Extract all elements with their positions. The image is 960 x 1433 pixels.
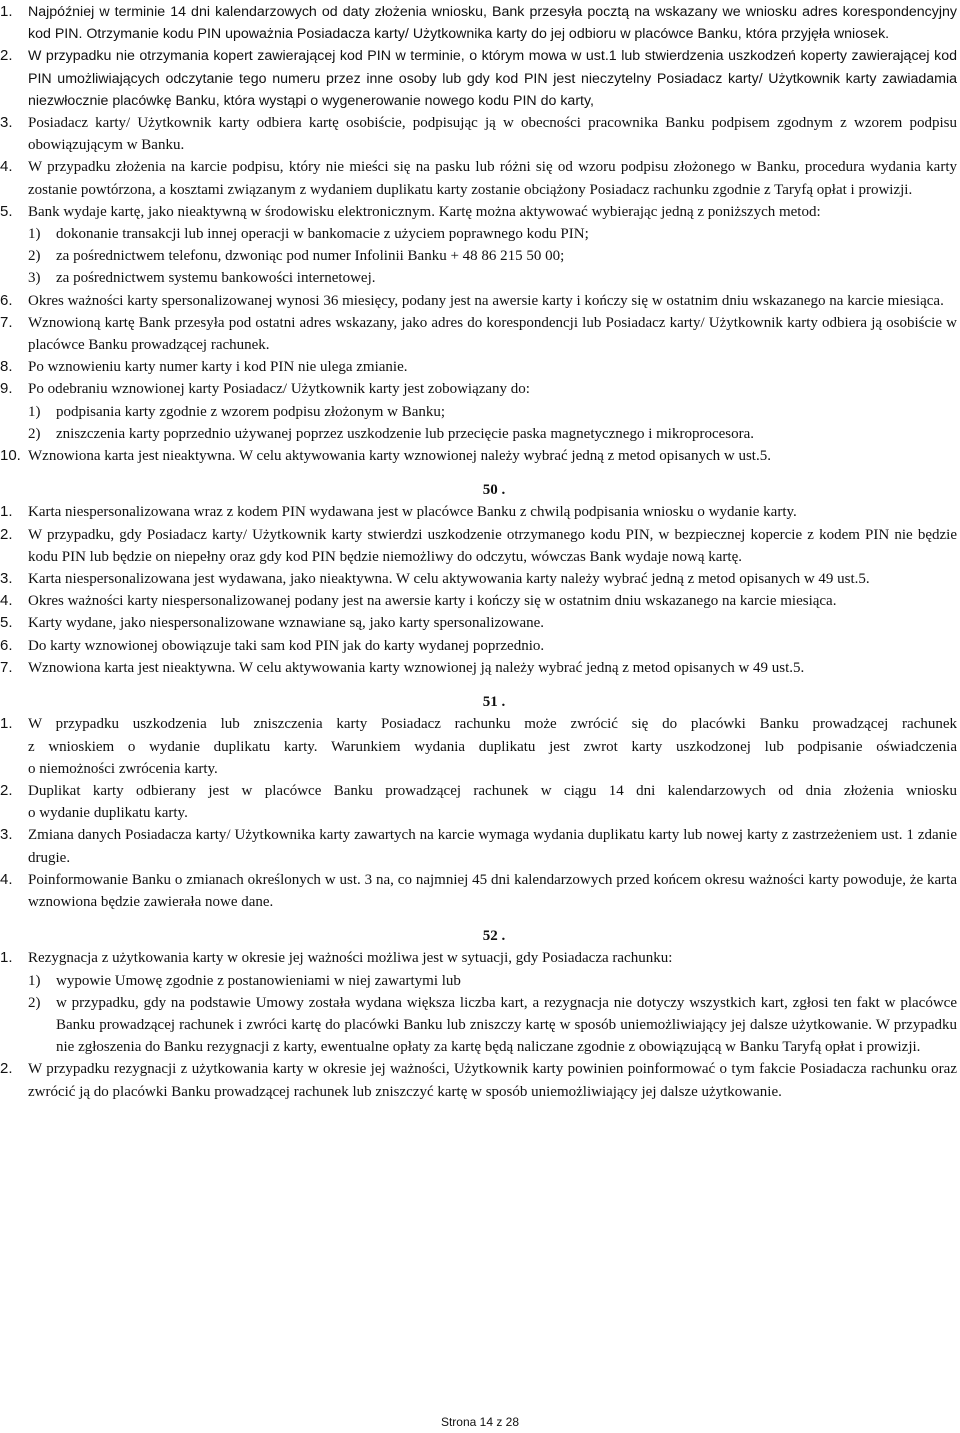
item-text: Karty wydane, jako niespersonalizowane wznawiane są, jako karty spersonalizowane. (28, 615, 545, 632)
sub-item-text: dokonanie transakcji lub innej operacji w bankomacie z użyciem poprawnego kodu PIN; (56, 226, 589, 243)
item-number: 3. (0, 826, 13, 844)
section (0, 479, 960, 679)
sub-item (28, 992, 957, 1059)
list-item (0, 590, 960, 612)
sub-item (28, 245, 957, 267)
sub-item-number: 1) (28, 403, 41, 420)
list-item (0, 612, 960, 634)
list-item (0, 312, 960, 356)
list-item (0, 568, 960, 590)
sub-item-text: za pośrednictwem telefonu, dzwoniąc pod numer Infolinii Banku + 48 86 215 50 00; (56, 248, 565, 265)
list-item (0, 501, 960, 523)
list-item (0, 45, 960, 112)
item-text: Po wznowieniu karty numer karty i kod PIN nie ulega zmianie. (28, 359, 408, 376)
item-number: 1. (0, 715, 13, 733)
list-item (0, 356, 960, 378)
list-item (0, 112, 960, 156)
section (0, 925, 960, 1103)
sub-item-text: za pośrednictwem systemu bankowości internetowej. (56, 270, 376, 287)
sub-item-number: 2) (28, 425, 41, 442)
item-number: 2. (0, 525, 13, 543)
list-item (0, 156, 960, 200)
item-number: 4. (0, 158, 13, 176)
item-number: 10. (0, 447, 21, 465)
item-number: 5. (0, 202, 13, 220)
list-item (0, 947, 960, 1058)
list-item (0, 635, 960, 657)
sub-item (28, 423, 957, 445)
item-text: W przypadku nie otrzymania kopert zawierającej kod PIN w terminie, o którym mowa w ust.1 lub stwierdzenia uszkodzeń koperty zawierającej kod PIN umożliwiających odczytanie tego numeru przez inne osoby lub gdy kod PIN jest nieczytelny Posiadacz karty/ Użytkownik karty zawiadamia niezwłocznie placówkę Banku, która wystąpi o wygenerowanie nowego kodu PIN do karty, (28, 48, 957, 109)
sub-item-number: 3) (28, 270, 41, 287)
sub-item-number: 2) (28, 248, 41, 265)
item-text: Wznowiona karta jest nieaktywna. W celu aktywowania karty wznowionej należy wybrać jedną z metod opisanych w ust.5. (28, 448, 771, 465)
sub-item-text: wypowie Umowę zgodnie z postanowieniami w niej zawartymi lub (56, 972, 461, 989)
item-number: 2. (0, 1060, 13, 1078)
list-item (0, 445, 960, 467)
item-number: 1. (0, 949, 13, 967)
item-text: W przypadku złożenia na karcie podpisu, który nie mieści się na pasku lub różni się od wzoru podpisu złożonego w Banku, procedura wydania karty zostanie powtórzona, a kosztami związanym z wydaniem duplikatu karty zostanie obciążony Posiadacz rachunku zgodnie z Taryfą opłat i prowizji. (28, 159, 957, 198)
list-item (0, 713, 960, 780)
item-number: 2. (0, 781, 13, 799)
section (0, 691, 960, 913)
item-text: Do karty wznowionej obowiązuje taki sam kod PIN jak do karty wydanej poprzednio. (28, 637, 545, 654)
sub-item-number: 1) (28, 972, 41, 989)
sub-item-number: 1) (28, 226, 41, 243)
item-text: Posiadacz karty/ Użytkownik karty odbiera kartę osobiście, podpisując ją w obecności pracownika Banku podpisem zgodnym z wzorem podpisu obowiązującym w Banku. (28, 115, 957, 154)
item-number: 5. (0, 614, 13, 632)
item-text: Bank wydaje kartę, jako nieaktywną w środowisku elektronicznym. Kartę można aktywować wybierając jedną z poniższych metod: (28, 203, 821, 220)
item-number: 6. (0, 636, 13, 654)
list-item (0, 657, 960, 679)
item-text: Poinformowanie Banku o zmianach określonych w ust. 3 na, co najmniej 45 dni kalendarzowych przed końcem okresu ważności karty powoduje, że karta wznowiona będzie zawierała nowe dane. (28, 871, 957, 910)
item-text: Rezygnacja z użytkowania karty w okresie jej ważności możliwa jest w sytuacji, gdy Posiadacza rachunku: (28, 950, 673, 967)
item-text: Wznowioną kartę Bank przesyła pod ostatni adres wskazany, jako adres do korespondencji lub Posiadacz karty/ Użytkownik karty odbiera ją osobiście w placówce Banku prowadzącej rachunek. (28, 314, 957, 354)
item-number: 1. (0, 503, 13, 521)
item-text-line: o wydanie duplikatu karty. (28, 805, 188, 822)
list-item (0, 201, 960, 290)
list-item (0, 524, 960, 568)
section-title: 52 . (482, 928, 506, 945)
section-title: 50 . (482, 482, 506, 499)
sub-item-text: w przypadku, gdy na podstawie Umowy została wydana większa liczba kart, a rezygnacja nie dotyczy wszystkich kart, zgłosi ten fakt w placówce Banku prowadzącej rachunek i zwróci kartę do placówki Banku lub zniszczy kartę w sposób uniemożliwiający jej dalsze użytkowanie. W przypadku nie zgłoszenia do Banku rezygnacji z karty, ewentualne opłaty za kartę będą naliczane zgodnie z obowiązującą w Banku Taryfą opłat i prowizji. (56, 994, 957, 1056)
list-item (0, 824, 960, 868)
list-item (0, 1058, 960, 1102)
item-number: 4. (0, 870, 13, 888)
item-text: W przypadku rezygnacji z użytkowania karty w okresie jej ważności, Użytkownik karty powinien poinformować o tym fakcie Posiadacza rachunku oraz zwrócić ją do placówki Banku prowadzącej rachunek lub zniszczyć kartę w sposób uniemożliwiający jej dalsze użytkowanie. (28, 1061, 957, 1100)
item-number: 3. (0, 570, 13, 588)
item-number: 8. (0, 358, 13, 376)
item-number: 9. (0, 380, 13, 398)
sub-item (28, 223, 957, 245)
sub-item-text: podpisania karty zgodnie z wzorem podpisu złożonym w Banku; (56, 403, 446, 420)
sub-item (28, 401, 957, 423)
item-text: Po odebraniu wznowionej karty Posiadacz/ Użytkownik karty jest zobowiązany do: (28, 381, 530, 398)
list-item (0, 290, 960, 312)
item-number: 2. (0, 47, 13, 65)
item-text: Karta niespersonalizowana wraz z kodem PIN wydawana jest w placówce Banku z chwilą podpisania wniosku o wydanie karty. (28, 504, 797, 521)
item-text-line: Duplikat karty odbierany jest w placówce Banku prowadzącej rachunek w ciągu 14 dni kalendarzowych od dnia złożenia wniosku (28, 782, 957, 799)
sub-item (28, 267, 957, 289)
item-number: 3. (0, 114, 13, 132)
sub-item (28, 970, 957, 992)
list-item (0, 1, 960, 45)
section (0, 1, 960, 467)
sub-item-number: 2) (28, 994, 41, 1011)
list-item (0, 869, 960, 913)
item-text-line: z wnioskiem o wydanie duplikatu karty. Warunkiem wydania duplikatu jest zwrot karty uszkodzonej lub podpisanie oświadczenia (28, 738, 957, 755)
list-item (0, 378, 960, 445)
sub-item-text: zniszczenia karty poprzednio używanej poprzez uszkodzenie lub przecięcie paska magnetycznego i mikroprocesora. (56, 425, 755, 442)
item-text: Karta niespersonalizowana jest wydawana, jako nieaktywna. W celu aktywowania karty należy wybrać jedną z metod opisanych w 49 ust.5. (28, 571, 870, 588)
list-item (0, 780, 960, 824)
item-number: 7. (0, 313, 13, 331)
item-text-line: o niemożności zwrócenia karty. (28, 760, 218, 777)
item-number: 1. (0, 3, 13, 20)
section-title: 51 . (482, 694, 506, 711)
item-number: 6. (0, 291, 13, 309)
item-text: Okres ważności karty niespersonalizowanej podany jest na awersie karty i kończy się w ostatnim dniu wskazanego na karcie miesiąca. (28, 593, 837, 610)
item-text-line: W przypadku uszkodzenia lub zniszczenia karty Posiadacz rachunku może zwrócić się do placówki Banku prowadzącej rachunek (28, 716, 957, 733)
page-footer: Strona 14 z 28 (440, 1415, 520, 1429)
item-text: Okres ważności karty spersonalizowanej wynosi 36 miesięcy, podany jest na awersie karty i kończy się w ostatnim dniu wskazanego na karcie miesiąca. (28, 292, 944, 309)
item-text: Wznowiona karta jest nieaktywna. W celu aktywowania karty wznowionej ją należy wybrać jedną z metod opisanych w 49 ust.5. (28, 659, 805, 676)
item-number: 4. (0, 592, 13, 610)
item-text: W przypadku, gdy Posiadacz karty/ Użytkownik karty stwierdzi uszkodzenie otrzymanego kodu PIN, w bezpiecznej kopercie z kodem PIN nie będzie kodu PIN lub będzie on niepełny oraz gdy kod PIN będzie niemożliwy do odczytu, wówczas Bank wydaje nową kartę. (28, 526, 957, 565)
item-text: Zmiana danych Posiadacza karty/ Użytkownika karty zawartych na karcie wymaga wydania duplikatu karty lub nowej karty z zastrzeżeniem ust. 1 zdanie drugie. (28, 827, 957, 866)
item-number: 7. (0, 658, 13, 676)
item-text: Najpóźniej w terminie 14 dni kalendarzowych od daty złożenia wniosku, Bank przesyła pocztą na wskazany we wniosku adres korespondencyjny kod PIN. Otrzymanie kodu PIN upoważnia Posiadacza karty/ Użytkownika karty do jej odbioru w placówce Banku, która przyjęła wniosek. (28, 4, 957, 43)
